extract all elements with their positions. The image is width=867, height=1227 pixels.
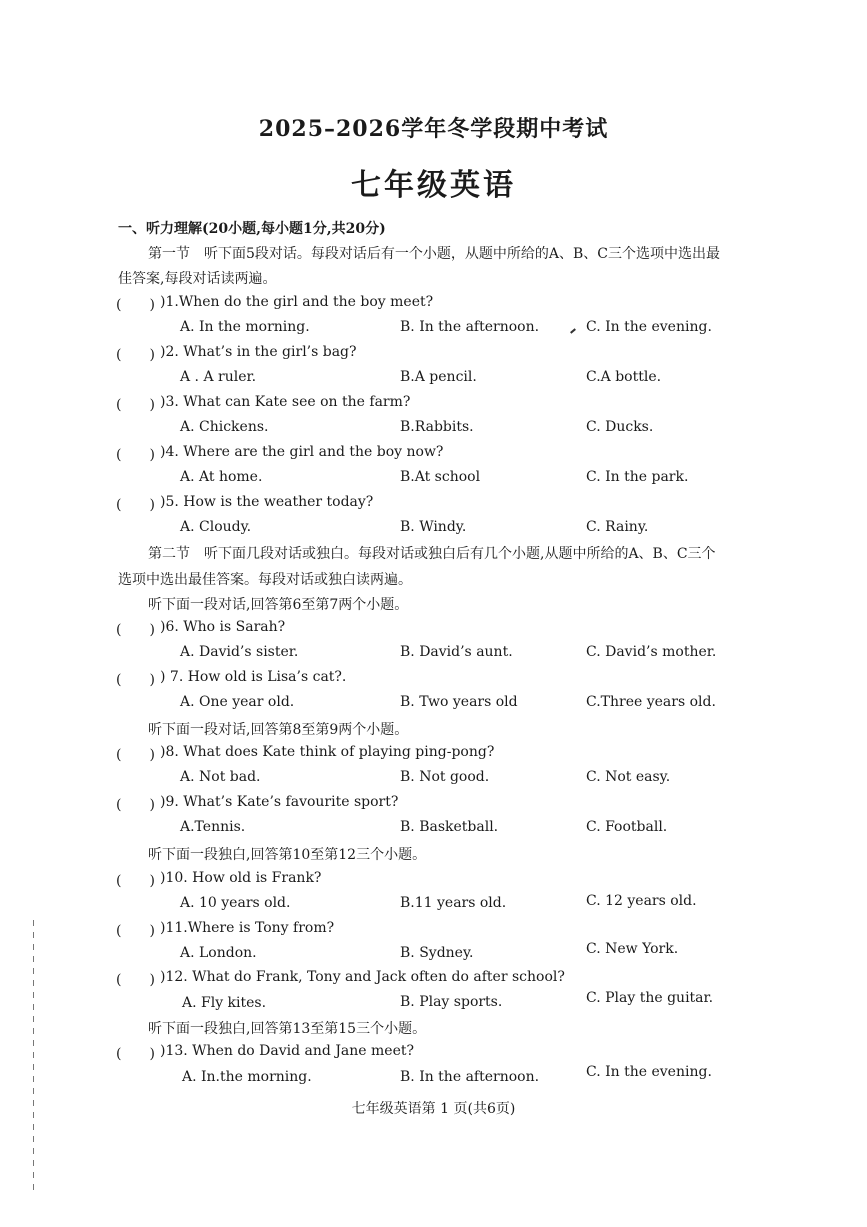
option-a: A. In.the morning. xyxy=(182,1069,312,1085)
question-text: )6. Who is Sarah? xyxy=(160,619,286,635)
option-c: C. Football. xyxy=(586,819,668,835)
option-a: A. Cloudy. xyxy=(180,519,252,535)
answer-blank[interactable]: ( ) xyxy=(116,397,155,413)
question-12 xyxy=(116,969,565,989)
question-5 xyxy=(116,494,374,514)
option-b: B.Rabbits. xyxy=(400,419,474,435)
question-13 xyxy=(116,1043,415,1063)
subject-title: 七年级英语 xyxy=(351,168,516,203)
question-11 xyxy=(116,920,335,940)
option-a: A. David’s sister. xyxy=(180,644,299,660)
question-text: )1.When do the girl and the boy meet? xyxy=(160,294,434,310)
question-6 xyxy=(116,619,286,639)
option-c: C. In the evening. xyxy=(586,319,712,335)
option-a: A. London. xyxy=(180,945,257,961)
question-9 xyxy=(116,794,399,814)
answer-blank[interactable]: ( ) xyxy=(116,347,155,363)
option-c: C. Not easy. xyxy=(586,769,671,785)
question-text: )3. What can Kate see on the farm? xyxy=(160,394,411,410)
option-c: C.Three years old. xyxy=(586,694,716,710)
option-a: A . A ruler. xyxy=(180,369,257,385)
option-a: A.Tennis. xyxy=(180,819,246,835)
option-a: A. 10 years old. xyxy=(180,895,291,911)
page-footer: 七年级英语第 1 页(共6页) xyxy=(351,1101,516,1117)
pen-mark xyxy=(570,328,576,333)
part1-intro-line2: 佳答案,每段对话读两遍。 xyxy=(118,271,277,287)
question-1 xyxy=(116,294,434,314)
question-text: )10. How old is Frank? xyxy=(160,870,322,886)
question-4 xyxy=(116,444,444,464)
group-instruction-1: 听下面一段对话,回答第6至第7两个小题。 xyxy=(148,597,409,613)
option-a: A. One year old. xyxy=(180,694,295,710)
option-b: B. Two years old xyxy=(400,694,518,710)
option-b: B. Basketball. xyxy=(400,819,499,835)
option-b: B. Play sports. xyxy=(400,994,503,1010)
option-c: C. New York. xyxy=(586,941,679,957)
section-heading: 一、听力理解(20小题,每小题1分,共20分) xyxy=(118,221,386,237)
option-a: A. Fly kites. xyxy=(182,995,267,1011)
option-c: C. In the park. xyxy=(586,469,689,485)
answer-blank[interactable]: ( ) xyxy=(116,447,155,463)
answer-blank[interactable]: ( ) xyxy=(116,1046,155,1062)
answer-blank[interactable]: ( ) xyxy=(116,747,155,763)
option-a: A. At home. xyxy=(180,469,263,485)
question-text: )13. When do David and Jane meet? xyxy=(160,1043,415,1059)
binding-margin-line xyxy=(33,920,34,1190)
option-b: B.11 years old. xyxy=(400,895,507,911)
option-c: C. Rainy. xyxy=(586,519,649,535)
option-c: C. David’s mother. xyxy=(586,644,717,660)
option-b: B. In the afternoon. xyxy=(400,319,540,335)
question-2 xyxy=(116,344,357,364)
question-text: )8. What does Kate think of playing ping-pong? xyxy=(160,744,495,760)
answer-blank[interactable]: ( ) xyxy=(116,672,155,688)
option-b: B. Windy. xyxy=(400,519,467,535)
option-b: B.At school xyxy=(400,469,481,485)
question-7 xyxy=(116,669,347,689)
part1-intro-line1: 第一节 听下面5段对话。每段对话后有一个小题，从题中所给的A、B、C三个选项中选出最 xyxy=(148,246,721,262)
question-3 xyxy=(116,394,411,414)
option-a: A. In the morning. xyxy=(180,319,310,335)
question-10 xyxy=(116,870,322,890)
option-b: B. David’s aunt. xyxy=(400,644,513,660)
answer-blank[interactable]: ( ) xyxy=(116,297,155,313)
part2-intro-line2: 选项中选出最佳答案。每段对话或独白读两遍。 xyxy=(118,572,412,588)
answer-blank[interactable]: ( ) xyxy=(116,797,155,813)
option-b: B.A pencil. xyxy=(400,369,477,385)
option-b: B. In the afternoon. xyxy=(400,1069,540,1085)
option-b: B. Not good. xyxy=(400,769,490,785)
option-c: C. Play the guitar. xyxy=(586,990,714,1006)
question-text: ) 7. How old is Lisa’s cat?. xyxy=(160,669,347,685)
question-8 xyxy=(116,744,495,764)
option-a: A. Chickens. xyxy=(180,419,269,435)
question-text: )2. What’s in the girl’s bag? xyxy=(160,344,357,360)
answer-blank[interactable]: ( ) xyxy=(116,923,155,939)
group-instruction-4: 听下面一段独白,回答第13至第15三个小题。 xyxy=(148,1021,427,1037)
answer-blank[interactable]: ( ) xyxy=(116,873,155,889)
question-text: )5. How is the weather today? xyxy=(160,494,374,510)
question-text: )12. What do Frank, Tony and Jack often do after school? xyxy=(160,969,565,985)
question-text: )11.Where is Tony from? xyxy=(160,920,335,936)
option-c: C. In the evening. xyxy=(586,1064,712,1080)
option-b: B. Sydney. xyxy=(400,945,474,961)
option-c: C. Ducks. xyxy=(586,419,654,435)
part2-intro-line1: 第二节 听下面几段对话或独白。每段对话或独白后有几个小题,从题中所给的A、B、C三个 xyxy=(148,546,716,562)
exam-title: 2025–2026学年冬学段期中考试 xyxy=(258,116,609,142)
answer-blank[interactable]: ( ) xyxy=(116,972,155,988)
question-text: )4. Where are the girl and the boy now? xyxy=(160,444,444,460)
option-c: C. 12 years old. xyxy=(586,893,697,909)
option-a: A. Not bad. xyxy=(180,769,261,785)
group-instruction-3: 听下面一段独白,回答第10至第12三个小题。 xyxy=(148,847,427,863)
question-text: )9. What’s Kate’s favourite sport? xyxy=(160,794,399,810)
answer-blank[interactable]: ( ) xyxy=(116,622,155,638)
group-instruction-2: 听下面一段对话,回答第8至第9两个小题。 xyxy=(148,722,409,738)
answer-blank[interactable]: ( ) xyxy=(116,497,155,513)
option-c: C.A bottle. xyxy=(586,369,662,385)
